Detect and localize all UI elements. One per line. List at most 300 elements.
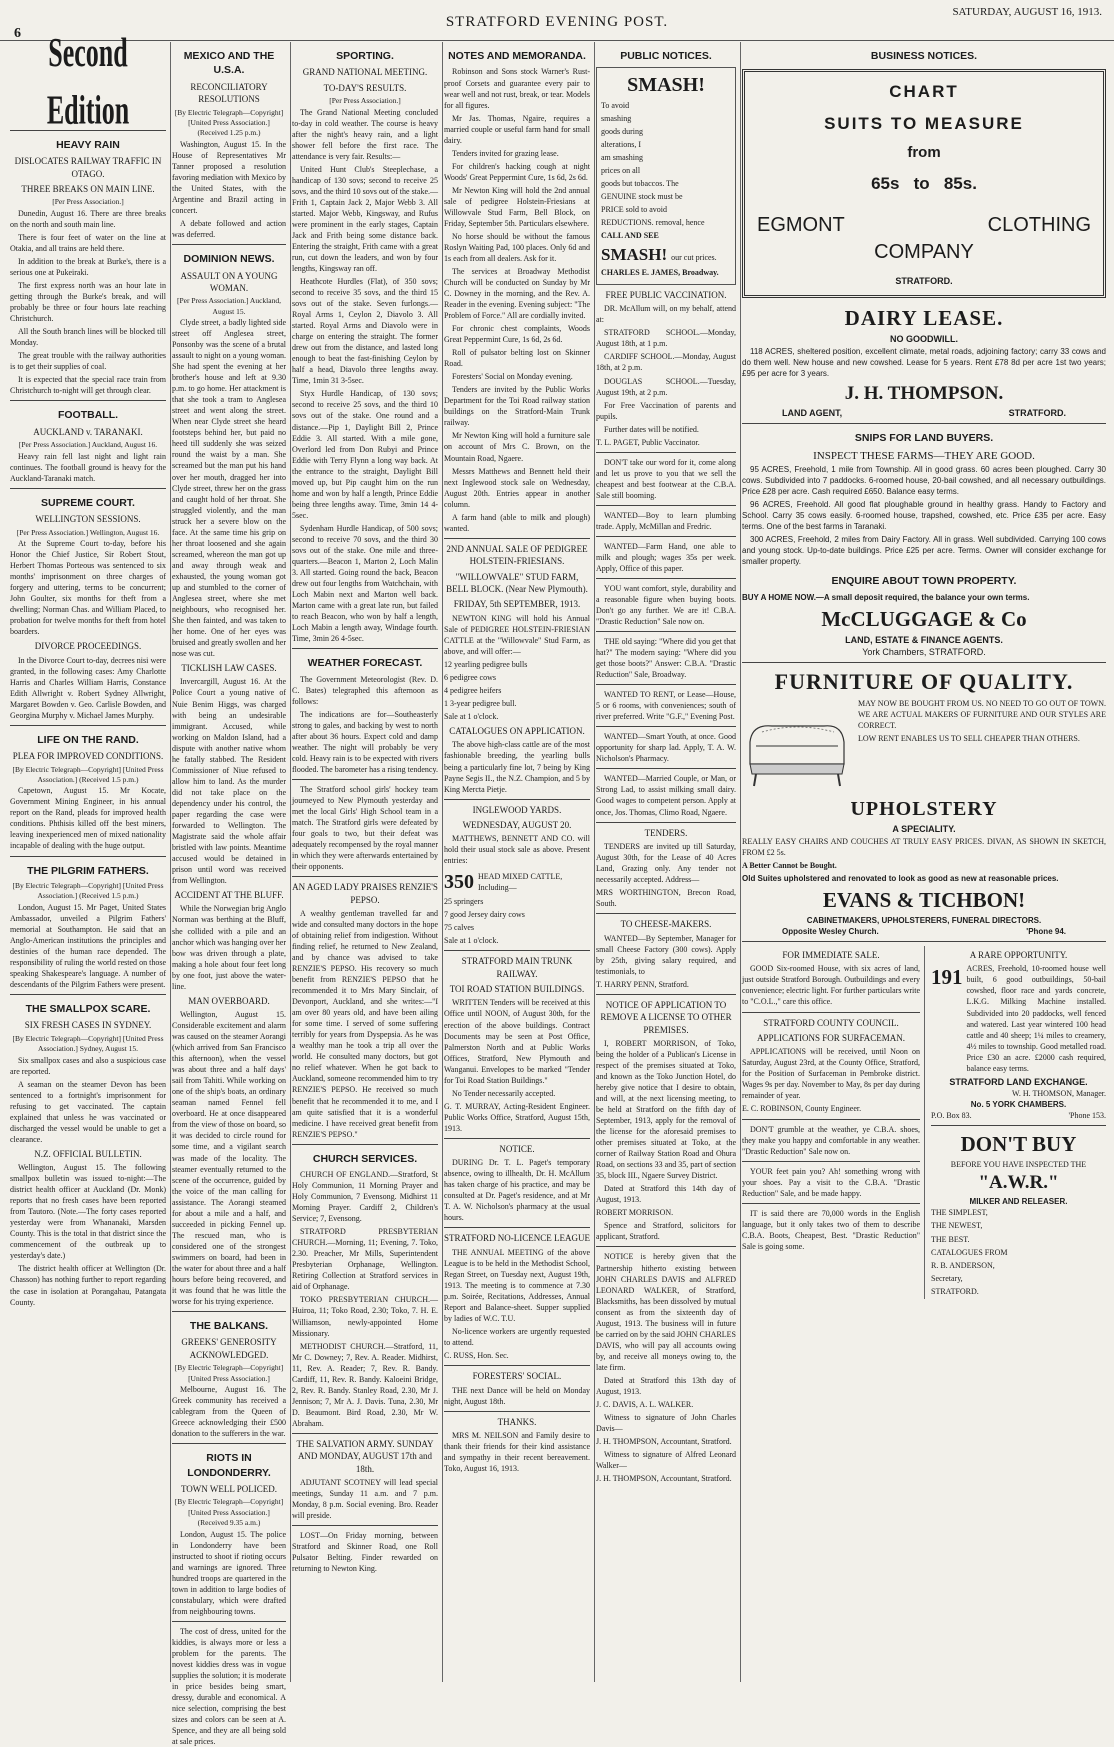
subhead: THREE BREAKS ON MAIN LINE. (21, 184, 155, 195)
subhead: TOWN WELL POLICED. (180, 1484, 278, 1495)
divider (596, 822, 736, 823)
divider (742, 941, 1106, 942)
headline-notes-memoranda: NOTES AND MEMORANDA. (448, 50, 586, 62)
paragraph: Sale at 1 o'clock. (444, 712, 499, 722)
ad-word: STRATFORD. (1008, 407, 1066, 418)
ad-heading: UPHOLSTERY (850, 797, 998, 820)
paragraph: Tenders invited for grazing lease. (452, 148, 559, 158)
subhead: CATALOGUES ON APPLICATION. (449, 726, 585, 737)
paragraph: BUY A HOME NOW.—A small deposit required, the balance your own terms. (742, 592, 1030, 602)
headline-public-notices: PUBLIC NOTICES. (620, 50, 712, 62)
cattle-entry (444, 869, 590, 897)
subhead: "WILLOWVALE" STUD FARM, BELL BLOCK. (Near New Plymouth). (446, 571, 588, 594)
subhead: GREEKS' GENEROSITY ACKNOWLEDGED. (181, 1337, 277, 1360)
column-6 (738, 42, 1110, 1682)
paragraph: In addition to the break at Burke's, there is a serious one at Pukeiraki. (10, 256, 166, 277)
subhead: TO CHEESE-MAKERS. (620, 919, 712, 930)
column-2 (168, 42, 291, 1747)
classified-ad: WANTED—Boy to learn plumbing trade. Apply, McMillan and Fredric. (596, 510, 736, 531)
column-1 (6, 29, 171, 1682)
paragraph: In the Divorce Court to-day, decrees nisi were granted, in the following cases: Amy Charlotte Harris and Charles William Harris, Constance Edith Allwright v. Robert Sydney Allwright, Margaret Bowden v. Geo. Carlisle Bowden, and Georgina Murphy v. Michael James Murphy. (10, 655, 166, 720)
ad-line: PRICE sold to avoid (601, 205, 668, 215)
ad-line: smashing (601, 114, 632, 124)
divider (292, 648, 438, 649)
ad-line: our cut prices. (671, 253, 717, 263)
signature: J. H. THOMPSON, Accountant, Stratford. (596, 1474, 732, 1484)
paragraph: The above high-class cattle are of the most fashionable breeding, the yearling bulls being a particularly fine lot, 7 being by King Payne Segis II., the N.Z. Champion, and 5 by King Mercta Pietje. (444, 740, 590, 794)
paragraph: Robinson and Sons stock Warner's Rust-proof Corsets and guarantee every pair to wear well and not rust, break, or tear. Models for all figures. (444, 67, 590, 110)
bottom-ads-right (931, 946, 1106, 1299)
paragraph: Mr Newton King will hold a furniture sale on account of Mrs C. Brown, on the Mountain Road, Ngaere. (444, 431, 590, 463)
paragraph: For children's hacking cough at night Woods' Great Peppermint Cure, 1s 6d, 2s 6d. (444, 161, 590, 182)
signature: J. H. THOMPSON, Accountant, Stratford. (596, 1436, 732, 1446)
subhead: NOTICE OF APPLICATION TO REMOVE A LICENSE TO OTHER PREMISES. (600, 999, 732, 1035)
paragraph: London, August 15. The police in Londonderry have been instructed to shoot if rioting occurs and warnings are ignored. Three hundred troops are quartered in the town in addition to large bodies of constabulary, which were drafted from neighbouring towns. (172, 1529, 286, 1616)
subhead: PLEA FOR IMPROVED CONDITIONS. (12, 751, 164, 762)
price-low: 65s (871, 174, 900, 194)
headline-football: FOOTBALL. (57, 409, 119, 422)
paragraph: The Government Meteorologist (Rev. D. C. Bates) telegraphed this afternoon as follows: (292, 674, 438, 706)
paragraph: REALLY EASY CHAIRS AND COUCHES AT TRULY EASY PRICES. DIVAN, AS SHOWN IN SKETCH, FROM £2 5s. (742, 836, 1106, 857)
classified-ad: WANTED—Smart Youth, at once. Good opportunity for sharp lad. Apply, T. A. W. Nicholson's Pharmacy. (596, 732, 736, 764)
ad-line: R. B. ANDERSON, (931, 1260, 995, 1270)
ad-line: LAND, ESTATE & FINANCE AGENTS. (845, 634, 1003, 645)
ad-heading: SUITS TO MEASURE (824, 113, 1024, 133)
headline-sporting: SPORTING. (336, 50, 394, 62)
paragraph: 95 ACRES, Freehold, 1 mile from Township. All in good grass. 60 acres been ploughed. Carry 30 cows. Subdivided into 7 paddocks. 6-roomed house, 20-bail cowshed, and all necessary outbuildings. Price £28 per acre. Cash required £650. Balance easy terms. (742, 464, 1106, 496)
ad-line: am smashing (601, 153, 643, 163)
signature: CHARLES E. JAMES, Broadway. (601, 267, 719, 277)
paragraph: STRATFORD SCHOOL.—Monday, August 18th, at 1 p.m. (596, 328, 736, 349)
paragraph: While the Norwegian brig Anglo Norman was berthing at the Bluff, she collided with a pile and an anchor which was hanging over her bow was driven through a plate, making a hole about four feet long by one foot, just above the water-line. (172, 904, 286, 991)
divider (596, 536, 736, 537)
divider (596, 631, 736, 632)
paragraph: For Free Vaccination of parents and pupils. (596, 400, 736, 421)
divider (10, 856, 166, 857)
paragraph: Dated at Stratford this 13th day of August, 1913. (596, 1375, 736, 1396)
paragraph: 118 ACRES, sheltered position, excellent climate, metal roads, adjoining factory; carry 33 cows and do them well. New house and new cowshed. Lease for 5 years. Rent £78 8d per acre 1st two years; £95 per acre for 3 years. (742, 346, 1106, 378)
divider (742, 423, 1106, 424)
ad-line: STRATFORD. (895, 275, 953, 286)
subhead: FRIDAY, 5th SEPTEMBER, 1913. (453, 599, 581, 610)
divider (444, 799, 590, 800)
ad-heading: STRATFORD LAND EXCHANGE. (949, 1076, 1088, 1087)
paragraph: The services at Broadway Methodist Church will be conducted on Sunday by Mr C. Downey in the morning, and the Rev. A. Reader in the evening. Evening subject: "The Problem of Force." All are cordially invited. (444, 267, 590, 321)
ad-line: alterations, I (601, 140, 641, 150)
paragraph: The Stratford school girls' hockey team journeyed to New Plymouth yesterday and met the local Girls' High School team in a match. The Stratford girls were defeated by four goals to two, but their defeat was adequately recompensed by the royal manner in which they were afterwards entertained by their opponents. (292, 784, 438, 872)
paragraph: HEAD MIXED CATTLE, Including— (478, 872, 563, 893)
divider (292, 876, 438, 877)
ad-heading: COMPANY (874, 241, 974, 264)
paragraph: Sydenham Hurdle Handicap, of 500 sovs; second to receive 70 sovs, and the third 30 sovs out of the stake. One mile and three-quarters.—Beacon 1, Marton 2, Loch Malin 3. All started. Going round the back, Beacon drew out four lengths from Watchchain, with Loch Mabin next and Marton well back. Marton came with a great late run, but failed to reach Beacon, who won by half a length, Loch Mabin a length away, Windage fourth. Time, 3min 26 4-5sec. (292, 523, 438, 644)
ad-word: AND (624, 231, 642, 241)
paragraph: 300 ACRES, Freehold, 2 miles from Dairy Factory. All in grass. Well subdivided. Carrying 100 cows and young stock. Up-to-date buildings. Price £25 per acre. Terms. Owner will consider exchange for smaller property. (742, 535, 1106, 567)
paragraph: Wellington, August 15. Considerable excitement and alarm was caused on the steamer Aorangi (which arrived from San Francisco this afternoon), when the vessel was about three and a half days' sail from Tahiti. While working on one of the ship's boats, an ordinary seaman named Fennel fell overboard. He at once disappeared from the view of those on board, so it was decided to circle round for some time, and a vigilant search was made of the locality. The steamer eventually returned to the scene of the occurrence, guided by the voice of the man calling for assistance. The Aorangi steamed for about a mile and a half, and succeeded in picking Fennel up. The rescued man, who is considered one of the strongest swimmers on board, had been in the water for about three and a half hours before being recovered, and it was found that he was little the worse for his trying experience. (172, 1010, 286, 1306)
signature: MRS WORTHINGTON, Brecon Road, South. (596, 888, 736, 909)
divider (10, 725, 166, 726)
divider (172, 244, 286, 245)
subhead: AUCKLAND v. TARANAKI. (33, 426, 143, 437)
paragraph: STRATFORD PRESBYTERIAN CHURCH.—Morning, 11; Evening, 7. Toko, 2.30. Preacher, Mr Mills, Superintendent Presbyterian Orphanage, Wellington. Retiring Collection at Stratford services in aid of Orphanage. (292, 1227, 438, 1292)
paragraph: Heathcote Hurdles (Flat), of 350 sovs; second to receive 35 sovs, and the third 15 sovs out of the stake. Seven furlongs.—Royal Arms 1, Ceylon 2, Diavolo 3. All started. Royal Arms and Diavolo were in charge on entering the straight. The former drew out from the distance, and lasted long enough to beat the fast-finishing Ceylon by half a head, Diavolo three lengths away. Time, 1min 31 3-5sec. (292, 277, 438, 386)
headline-life-on-rand: LIFE ON THE RAND. (37, 733, 139, 746)
ad-word: CALL (601, 231, 623, 241)
ad-line: Secretary, (931, 1273, 963, 1283)
paragraph: NOTICE is hereby given that the Partnership hitherto existing between JOHN CHARLES DAVIS and ALFRED LEONARD WALKER, of Stratford, Blacksmiths, has been dissolved by mutual consent as from the sixteenth day of August, 1913. The business will in future be carried on by the said JOHN CHARLES DAVIS, who will pay all accounts owing by, and receive all moneys owing to, the late firm. (596, 1252, 736, 1372)
divider (444, 950, 590, 951)
list-item: 1 3-year pedigree bull. (444, 698, 517, 708)
signature: C. RUSS, Hon. Sec. (444, 1351, 509, 1361)
headline-smallpox: THE SMALLPOX SCARE. (25, 1002, 151, 1015)
paragraph: United Hunt Club's Steeplechase, a handicap of 130 sovs; second to receive 25 sovs, and the third 10 sovs out of the stake.—Frith 1, Captain Jack 2, Major Webb 3. All started. Major Webb, Kingsway, and Rufus were prominent in the early stages, Captain Jack and Frith being some distance back. Entering the straight, Frith came with a great run, cut down the leaders, and won by four lengths, Kingsway ran off. (292, 164, 438, 274)
divider (596, 578, 736, 579)
divider (596, 726, 736, 727)
paragraph: All the South branch lines will be blocked till Monday. (10, 327, 166, 348)
paragraph: The Grand National Meeting concluded to-day in cold weather. The course is heavy after the night's heavy rain, and a light shower fell before the first race. The attendance is very fair. Results:— (292, 107, 438, 161)
paragraph: THE ANNUAL MEETING of the above League is to be held in the Methodist School, Regan Street, on Tuesday next, August 19th, 1913. The meeting is to commence at 7.30 p.m. Soirée, Recitations, Addresses, Annual Report and Balance-sheet. Supper supplied by ladies of W.C. T.U. (444, 1247, 590, 1324)
subhead: ASSAULT ON A YOUNG WOMAN. (180, 270, 278, 293)
subhead: WELLINGTON SESSIONS. (35, 514, 141, 525)
classified-ad: WANTED TO RENT, or Lease—House, 5 or 6 rooms, with conveniences; south of river preferred. Write "G.F.," Evening Post. (596, 690, 736, 722)
ad-heading: DAIRY LEASE. (844, 306, 1004, 331)
divider (596, 1246, 736, 1247)
subhead: TO-DAY'S RESULTS. (323, 82, 407, 93)
paragraph: Capetown, August 15. Mr Kocate, Government Mining Engineer, in his annual report on the Rand, pleads for improved health conditions. Phthisis killed off the best miners, leaving inexperienced men of mixed nationality incapable of dealing with the huge output. (10, 786, 166, 851)
paragraph: Mr Jas. Thomas, Ngaire, requires a married couple or useful farm hand for small dairy. (444, 113, 590, 145)
ad-line: GENUINE stock must be (601, 192, 683, 202)
paragraph: MAY NOW BE BOUGHT FROM US. NO NEED TO GO OUT OF TOWN. WE ARE ACTUAL MAKERS OF FURNITURE AND OUR STYLES ARE CORRECT. (858, 698, 1106, 730)
ad-line: MILKER AND RELEASER. (969, 1197, 1068, 1207)
paragraph: Six smallpox cases and also a suspicious case are reported. (10, 1055, 166, 1076)
subhead: DIVORCE PROCEEDINGS. (34, 641, 142, 652)
list-item: THE NEWEST, (931, 1221, 983, 1231)
divider (292, 1525, 438, 1526)
signature: ROBERT MORRISON. (596, 1208, 674, 1218)
paragraph: ADJUTANT SCOTNEY will lead special meetings, Sunday 11 a.m. and 7 p.m. Monday, 8 p.m. Social evening. Bro. Reader will preside. (292, 1478, 438, 1521)
paragraph: 96 ACRES, Freehold. All good flat ploughable ground in healthy grass. Handy to Factory and School. Carry 35 cows easily. 6-roomed house, trapshed, cowshed, etc. Price £35 per acre. Easy terms. One of the best farms in Taranaki. (742, 499, 1106, 532)
bottom-ads-left (742, 946, 925, 1299)
cattle-count: 350 (444, 870, 474, 893)
list-item: 75 calves (444, 923, 474, 933)
paragraph: MRS M. NEILSON and Family desire to thank their friends for their kind assistance and sympathy in their recent bereavement. Toko, August 16, 1913. (444, 1431, 590, 1474)
divider (742, 1012, 920, 1013)
ad-line: STRATFORD. (931, 1286, 979, 1296)
source-line: [By Electric Telegraph—Copyright] [United Press Association.] Sydney, August 15. (12, 1033, 164, 1054)
paragraph: METHODIST CHURCH.—Stratford, 11, Mr C. Downey; 7, Rev. A. Reader. Midhirst, 11, Rev. A. Reader; 7, Rev. R. Bandy. Cardiff, 11, Rev. R. Bandy. Kaloeini Bridge, 2, Rev. R. Bandy. Stanley Road, 2.30, Mr J. Jennison; 7, Mr A. J. Davis. Tuna, 2.30, Mr D. Beaumont. Bird Road, 2.30, Mr W. Abraham. (292, 1341, 438, 1428)
paragraph: Styx Hurdle Handicap, of 130 sovs; second to receive 25 sovs, and the third 10 sovs out of the stake. One round and a distance.—Pip 1, Daylight Bill 2, Prince Eddie 3. All started. With a mile gone, Overlord led from Don Rubyi and Prince Eddie with Terry Flynn a long way back. At the entrance to the straight, Daylight Bill moved up, but Pip caught him on the run home and won by half a length, Prince Eddie being three lengths away. Time, 3min 14 4-5sec. (292, 389, 438, 520)
classified-ad: YOU want comfort, style, durability and a reasonable figure when buying boots. Don't go any further. We are it! C.B.A. "Drastic Reduction" Sale now on. (596, 583, 736, 627)
source-line: [Per Press Association.] (329, 96, 401, 106)
ad-line: prices on all (601, 166, 641, 176)
smash-heading: SMASH! (627, 74, 705, 97)
ad-line: INSPECT THESE FARMS—THEY ARE GOOD. (813, 449, 1035, 462)
list-item: THE BEST. (931, 1234, 970, 1244)
ad-line: A SPECIALITY. (892, 824, 956, 835)
exchange-contacts (931, 1110, 1106, 1121)
paragraph: Dated at Stratford this 14th day of August, 1913. (596, 1184, 736, 1205)
headline-business-notices: BUSINESS NOTICES. (870, 50, 978, 62)
source-line: [Per Press Association.] Auckland, August 16. (18, 440, 158, 450)
headline-heavy-rain: HEAVY RAIN (56, 138, 120, 151)
divider (292, 779, 438, 780)
divider (596, 913, 736, 914)
source-line: [By Electric Telegraph—Copyright] [United Press Association.] (Received 1.5 p.m.) (12, 764, 164, 784)
paragraph: YOUR feet pain you? Ah! something wrong with your shoes. Pay a visit to the C.B.A. "Drastic Reduction" Sale, and be made happy. (742, 1166, 920, 1198)
divider (444, 538, 590, 539)
divider (10, 400, 166, 401)
ad-side-words (601, 230, 731, 241)
paragraph: Witness to signature of Alfred Leonard Walker— (596, 1450, 736, 1471)
headline-supreme-court: SUPREME COURT. (41, 496, 135, 509)
paragraph: CHURCH OF ENGLAND.—Stratford, St Holy Communion, 11 Morning Prayer and Holy Communion, 7 Evensong. Midhirst 11 Morning Prayer. Cardiff 2, Children's Service; 7, Evensong. (292, 1170, 438, 1224)
paragraph: DR. McAllum will, on my behalf, attend at: (596, 304, 736, 325)
source-line: [Per Press Association.] (52, 197, 124, 207)
source-line: [By Electric Telegraph—Copyright] [United Press Association.] (Received 9.35 a.m.) (174, 1497, 284, 1528)
ad-line: York Chambers, STRATFORD. (862, 647, 986, 658)
paragraph: Heavy rain fell last night and light rain continues. The football ground is heavy for the Auckland-Taranaki match. (10, 451, 166, 483)
paragraph: For chronic chest complaints, Woods Great Peppermint Cure, 1s 6d, 2s 6d. (444, 324, 590, 345)
ad-line: CATALOGUES FROM (931, 1247, 1008, 1257)
paragraph: Melbourne, August 16. The Greek community has received a cablegram from the Queen of Greece acknowledging their £500 donation to the sufferers in the war. (172, 1384, 286, 1439)
subhead: TICKLISH LAW CASES. (181, 663, 277, 674)
paragraph: DURING Dr. T. L. Paget's temporary absence, owing to illhealth, Dr. H. McAllum has taken charge of his practice, and may be consulted at Dr. Paget's residence, and at Mr T. A. W. Nicholson's pharmacy at the usual hours. (444, 1158, 590, 1223)
smash-footer (601, 243, 731, 266)
ad-heading: EVANS & TICHBON! (822, 887, 1026, 912)
paragraph: TOKO PRESBYTERIAN CHURCH.—Huiroa, 11; Toko Road, 2.30; Toko, 7. H. E. Williamson, newly-appointed Home Missionary. (292, 1295, 438, 1338)
subhead: N.Z. OFFICIAL BULLETIN. (34, 1148, 142, 1159)
ad-heading: J. H. THOMPSON. (844, 382, 1004, 404)
subhead: GRAND NATIONAL MEETING. (302, 67, 428, 78)
paragraph: The great trouble with the railway authorities is to get their supplies of coal. (10, 351, 166, 372)
paragraph: A debate followed and action was deferred. (172, 219, 286, 240)
paragraph: A seaman on the steamer Devon has been sentenced to a fortnight's imprisonment for refusing to get vaccinated. The captain explained that unless he was vaccinated or discharged the vessel would be unable to get a clearance. (10, 1079, 166, 1144)
divider (596, 505, 736, 506)
signature: T. HARRY PENN, Stratford. (596, 979, 689, 989)
subhead: AN AGED LADY PRAISES RENZIE'S PEPSO. (292, 882, 438, 905)
subhead: STRATFORD MAIN TRUNK RAILWAY. (461, 956, 573, 979)
paragraph: It is expected that the special race train from Christchurch to-night will get through clear. (10, 375, 166, 396)
headline-balkans: THE BALKANS. (189, 1319, 269, 1332)
list-item: 6 pedigree cows (444, 672, 496, 682)
subhead: DISLOCATES RAILWAY TRAFFIC IN OTAGO. (14, 156, 162, 179)
divider (172, 1443, 286, 1444)
paragraph: WRITTEN Tenders will be received at this Office until NOON, of August 30th, for the erection of the above buildings. Contract Documents may be seen at Post Office, Palmerston North and at Public Works Offices, Stratford, New Plymouth and Wanganui. Envelopes to be marked "Tender for Toi Road Station Buildings." (444, 998, 590, 1085)
paragraph: Tenders are invited by the Public Works Department for the Toi Road railway station buildings on the Stratford-Main Trunk railway. (444, 385, 590, 428)
divider (444, 1138, 590, 1139)
paragraph: Further dates will be notified. (604, 424, 699, 434)
ad-word: CLOTHING (987, 213, 1091, 236)
paragraph: The indications are for—Southeasterly strong to gales, and backing by west to north after about 36 hours. Expect cold and damp weather. The night will probably be very cold. Heavy rain is to be expected with rivers flooded. The barometer has a rising tendency. (292, 709, 438, 774)
classified-ad: WANTED—By September, Manager for small Cheese Factory (300 cows). Apply by 25th, giving salary required, and testimonials, to (596, 933, 736, 976)
divider (596, 768, 736, 769)
subhead: RECONCILIATORY RESOLUTIONS (190, 81, 268, 105)
second-edition-banner: Second Edition (46, 29, 130, 134)
source-line: [Per Press Association.] Auckland, August 15. (177, 296, 281, 316)
subhead: TOI ROAD STATION BUILDINGS. (449, 984, 585, 995)
paragraph: DON'T grumble at the weather, ye C.B.A. shoes, they make you happy and comfortable in any weather. "Drastic Reduction" Sale now on. (742, 1124, 920, 1156)
divider (444, 1411, 590, 1412)
paragraph: APPLICATIONS will be received, until Noon on Saturday, August 23rd, at the County Office, Stratford, for the Position of Surfaceman in Pembroke district. Wages 9s per day. November to May, 8s per day during remainder of year. (742, 1047, 920, 1101)
ad-heading: SNIPS FOR LAND BUYERS. (854, 432, 994, 445)
subhead: FORESTERS' SOCIAL. (472, 1371, 562, 1382)
egmont-line (753, 212, 1095, 240)
paragraph: IT is said there are 70,000 words in the English language, but it only takes two of them to describe C.B.A. Boots, Cheapest, Best. "Drastic Reduction" Sale is going some. (742, 1208, 920, 1251)
ad-line: REDUCTIONS. removal, hence (601, 218, 705, 228)
ad-word: P.O. Box 83. (931, 1111, 972, 1121)
divider (742, 1203, 920, 1204)
evans-address (742, 926, 1106, 937)
subhead: STRATFORD NO-LICENCE LEAGUE (444, 1233, 590, 1244)
paragraph: A Better Cannot be Bought. (742, 860, 837, 870)
agent-line (742, 407, 1106, 419)
paragraph: Witness to signature of John Charles Davis— (596, 1412, 736, 1433)
subhead: THE SALVATION ARMY. SUNDAY AND MONDAY, AUGUST 17th and 18th. (296, 1438, 434, 1474)
page-number: 6 (14, 26, 21, 41)
subhead: STRATFORD COUNTY COUNCIL. (763, 1017, 899, 1028)
ad-line: To avoid (601, 101, 630, 111)
signature: J. C. DAVIS, A. L. WALKER. (596, 1399, 694, 1409)
paragraph: Washington, August 15. In the House of Representatives Mr Tanner proposed a resolution favoring mediation with Mexico by the United States, with the Argentine and Brazil acting in concert. (172, 139, 286, 215)
price-range (753, 172, 1095, 195)
divider (444, 1365, 590, 1366)
subhead: 2ND ANNUAL SALE OF PEDIGREE HOLSTEIN-FRIESIANS. (446, 543, 588, 567)
divider (596, 994, 736, 995)
headline-church-services: CHURCH SERVICES. (312, 1152, 418, 1165)
divider (742, 1119, 920, 1120)
paragraph: Roll of pulsator belting lost on Skinner Road. (444, 348, 590, 369)
furniture-advertisement (742, 698, 1106, 744)
paragraph: Wellington, August 15. The following smallpox bulletin was issued to-night:—The district health officer at Auckland (Dr. Monk) reports that no fresh cases have been reported from Tautoro. (Note.—The forty cases reported yesterday were from Whananaki, Marsden County. This is the total in that district since the commencement of the outbreak up to yesterday's date.) (10, 1163, 166, 1261)
paragraph: No Tender necessarily accepted. (452, 1088, 556, 1098)
paragraph: Dunedin, August 16. There are three breaks on the north and south main line. (10, 208, 166, 229)
headline-weather-forecast: WEATHER FORECAST. (307, 657, 423, 670)
ad-word: 'Phone 153. (1068, 1111, 1106, 1121)
ad-heading: McCLUGGAGE & Co (821, 606, 1027, 631)
source-line: [By Electric Telegraph—Copyright] [United Press Association.] (Received 1.5 p.m.) (12, 880, 164, 901)
ad-line: CABINETMAKERS, UPHOLSTERERS, FUNERAL DIRECTORS. (806, 915, 1042, 925)
divider (10, 994, 166, 995)
divider (172, 1311, 286, 1312)
smash-heading: SMASH! (601, 245, 668, 265)
ad-heading: DON'T BUY (960, 1132, 1077, 1157)
paragraph: Mr Newton King will hold the 2nd annual sale of pedigree Holstein-Friesians at Willowvale Stud Farm, Bell Block, on Friday, September 5th. Particulars elsewhere. (444, 185, 590, 228)
classified-ad: THE old saying: "Where did you get that hat?" The modern saying: "Where did you get those boots?" Answer: C.B.A. "Drastic Reduction" Sale, Broadway. (596, 637, 736, 680)
paragraph: The first express north was an hour late in getting through the Burke's break, and will probably be three or four hours late reaching Christchurch. (10, 280, 166, 324)
subhead: APPLICATIONS FOR SURFACEMAN. (756, 1032, 906, 1043)
list-item: 25 springers (444, 897, 484, 907)
divan-illustration (742, 702, 852, 792)
signature: E. C. ROBINSON, County Engineer. (742, 1104, 862, 1114)
headline-dominion-news: DOMINION NEWS. (183, 253, 275, 266)
paragraph: No horse should be without the famous Roslyn Waiting Pad, 100 places. Only 6d and 1s each from all dealers. Ask for it. (444, 231, 590, 263)
price-high: 85s. (943, 174, 977, 194)
list-item: 4 pedigree heifers (444, 685, 502, 695)
bottom-ads (742, 946, 1106, 1299)
source-line: [By Electric Telegraph—Copyright] [United Press Association.] (Received 1.25 p.m.) (174, 107, 284, 138)
signature: G. T. MURRAY, Acting-Resident Engineer. Public Works Office, Stratford, August 15th, 1913. (444, 1101, 590, 1133)
ad-line: NO GOODWILL. (890, 334, 958, 345)
headline-mexico: MEXICO AND THE U.S.A. (183, 50, 275, 77)
paragraph: A farm hand (able to milk and plough) wanted. (444, 512, 590, 533)
column-5 (592, 42, 741, 1682)
paragraph: No-licence workers are urgently requested to attend. (444, 1327, 590, 1348)
paragraph: CARDIFF SCHOOL.—Monday, August 18th, at 2 p.m. (596, 352, 736, 373)
subhead: THANKS. (497, 1416, 537, 1427)
paragraph: LOST—On Friday morning, between Stratford and Skinner Road, one Roll Pulsator Belting. Finder rewarded on returning to Newton King. (292, 1531, 438, 1574)
ad-line: from (907, 144, 941, 162)
rare-opportunity (931, 963, 1106, 1075)
paragraph: Messrs Matthews and Bennett held their next Inglewood stock sale on Wednesday, August 20th. Entries appear in another column. (444, 466, 590, 509)
paragraph: A wealthy gentleman travelled far and wide and consulted many doctors in the hope of obtaining relief from indigestion. Without finding relief, he returned to New Zealand, and by chance was advised to take RENZIE'S PEPSO. His recovery so much benefit from RENZIE'S PEPSO that he recommended it to Mrs Mary Sinclair, of Devonport, Auckland, and she writes:—"I am over 80 years old, and have been ailing for some time. I served of some suffering terribly for years from Dyspepsia. As he was a wealthy man he took a trip all over the world. He consulted many doctors, but got no relief whatever. When he got back to Auckland, someone recommended him to try RENZIE'S PEPSO. He received so much benefit that he recommended it to me, and I am quite satisfied that it is a wonderful medicine. I have received great benefit from RENZIE'S PEPSO." (292, 908, 438, 1139)
column-4 (440, 42, 595, 1682)
subhead: A RARE OPPORTUNITY. (969, 949, 1068, 960)
masthead (0, 0, 1114, 41)
list-item: 12 yearling pedigree bulls (444, 659, 528, 669)
paragraph: Foresters' Social on Monday evening. (452, 372, 573, 382)
ad-heading: CHART (889, 82, 959, 102)
paragraph: ACRES, Freehold, 10-roomed house well built, 6 good outbuildings, 50-bail cowshed, floor race and yards concrete, L.K.G. Milking Machine installed. Subdivided into 20 paddocks, well fenced and watered. Last year wintered 100 head cattle and 40 sheep; 1¼ miles to creamery, 4½ miles to township. Good metalled road. Price £30 an acre. £2000 cash required, balance easy terms. (966, 964, 1106, 1073)
newspaper-title: STRATFORD EVENING POST. (445, 14, 669, 30)
headline-pilgrim-fathers: THE PILGRIM FATHERS. (27, 864, 149, 877)
ad-word: EGMONT (757, 213, 845, 236)
paragraph: Sale at 1 o'clock. (444, 936, 499, 946)
divider (444, 1227, 590, 1228)
paragraph: At the Supreme Court to-day, before his Honor the Chief Justice, Sir Robert Stout, Herbert Thomas Porteous was sentenced to six months' imprisonment on three charges of forgery and uttering, terms to be concurrent; John Goulter, six months for theft from a dwelling; Norman Chas. and William Placed, to probation for twelve months for theft from hotel boarders. (10, 538, 166, 637)
ad-line: No. 5 YORK CHAMBERS. (970, 1100, 1067, 1110)
ad-heading: "A.W.R." (978, 1172, 1059, 1194)
column-3 (288, 42, 443, 1682)
subhead: WEDNESDAY, AUGUST 20. (462, 820, 572, 831)
paragraph: LOW RENT ENABLES US TO SELL CHEAPER THAN OTHERS. (858, 733, 1080, 743)
chart-suits-advertisement (742, 69, 1106, 298)
ad-word: 'Phone 94. (1026, 926, 1066, 936)
divider (742, 1161, 920, 1162)
paragraph: Spence and Stratford, solicitors for applicant, Stratford. (596, 1221, 736, 1242)
list-item: THE SIMPLEST, (931, 1208, 988, 1218)
classified-ad: WANTED—Farm Hand, one able to milk and plough; wages 35s per week. Apply, Office of this paper. (596, 541, 736, 573)
ad-heading: ENQUIRE ABOUT TOWN PROPERTY. (831, 575, 1017, 588)
source-line: [Per Press Association.] Wellington, August 16. (16, 527, 160, 537)
subhead: FOR IMMEDIATE SALE. (782, 949, 880, 960)
issue-date: SATURDAY, AUGUST 16, 1913. (952, 6, 1102, 18)
ad-line: BEFORE YOU HAVE INSPECTED THE (950, 1160, 1087, 1170)
paragraph: Old Suites upholstered and renovated to look as good as new at reasonable prices. (742, 873, 1059, 883)
paragraph: TENDERS are invited up till Saturday, August 30th, for the Lease of 40 Acres Land, Grazing only. Any tender not necessarily accepted. Address— (596, 841, 736, 885)
subhead: FREE PUBLIC VACCINATION. (605, 289, 727, 300)
smash-advertisement (596, 67, 736, 284)
divider (10, 488, 166, 489)
divider (742, 662, 1106, 663)
divider (292, 1144, 438, 1145)
divider (596, 684, 736, 685)
subhead: MAN OVERBOARD. (188, 995, 270, 1006)
ad-word: SEE (643, 231, 659, 241)
signature: T. L. PAGET, Public Vaccinator. (596, 437, 700, 447)
paragraph: NEWTON KING will hold his Annual Sale of PEDIGREE HOLSTEIN-FRIESIAN CATTLE at the "Willowvale" Stud Farm, as above, and will offer:— (444, 613, 590, 656)
subhead: ACCIDENT AT THE BLUFF. (174, 890, 284, 901)
classified-ad: WANTED—Married Couple, or Man, or Strong Lad, to assist milking small dairy. Good wages to competent person. Apply at once, Jos. Thomas, Climo Road, Ngaere. (596, 774, 736, 817)
paragraph: Clyde street, a badly lighted side street off Anglesea street, Ponsonby was the scene of a brutal assault to night on a young woman. She had spent the evening at her brother's house and left at 9.30 p.m. to go home. Her attackment is that she took a tram to Anglesea street and went along the street. When near Clyde street she heard footsteps behind her, but paid no heed till suddenly she was seized round the waist by a man. She screamed but the man put his hand over her mouth, dragged her into Clyde street, threw her on the grass and caught hold of her throat. She struggled violently, and the man struck her a severe blow on the face. At the same time his grip on her throat loosened and she again screamed, whereon the man got up and away through weak and exhausted, the young woman got up and stumbled to the corner of Anglesea street, where she met neighbours, who recognised her. She then fainted, and was taken to her home. One of her eyes was bruised and greatly swollen and her nose was cut. (172, 318, 286, 659)
ad-heading: FURNITURE OF QUALITY. (774, 669, 1074, 695)
source-line: [By Electric Telegraph—Copyright] [United Press Association.] (174, 1363, 284, 1383)
subhead: NOTICE. (499, 1143, 535, 1154)
subhead: INGLEWOOD YARDS. (472, 804, 562, 815)
subhead: TENDERS. (644, 827, 688, 838)
list-item: 7 good Jersey dairy cows (444, 910, 525, 920)
paragraph: DOUGLAS SCHOOL.—Tuesday, August 19th, at 2 p.m. (596, 376, 736, 397)
ad-line: goods during (601, 127, 643, 137)
divider (596, 452, 736, 453)
